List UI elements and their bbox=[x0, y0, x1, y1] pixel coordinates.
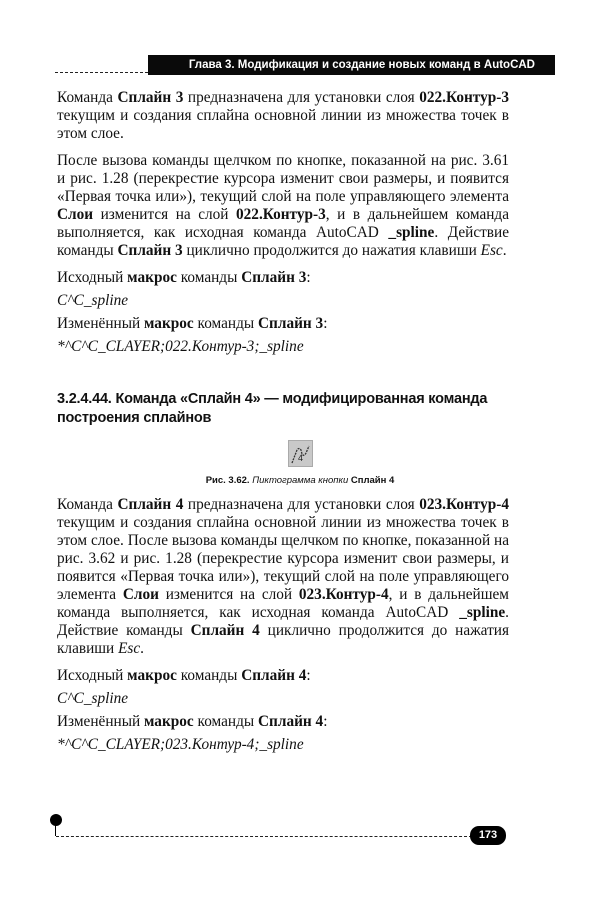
page-number: 173 bbox=[470, 826, 506, 845]
bold-text: _spline bbox=[459, 604, 506, 621]
caption-number: Рис. 3.62. bbox=[205, 475, 250, 486]
bold-text: макрос bbox=[143, 713, 194, 730]
text-run: предназначена для установки слоя bbox=[183, 89, 420, 106]
footer-divider bbox=[56, 836, 472, 837]
macro-code: *^C^C_CLAYER;022.Контур-3;_spline bbox=[57, 338, 304, 355]
chapter-title: Глава 3. Модификация и создание новых команд в AutoCAD bbox=[188, 59, 535, 71]
chapter-header bbox=[148, 55, 555, 75]
text-column bbox=[57, 89, 509, 754]
text-run: Команда bbox=[57, 89, 118, 106]
macro-label bbox=[57, 269, 509, 287]
text-run: . bbox=[502, 242, 507, 259]
bold-text: Сплайн 3 bbox=[258, 315, 324, 332]
macro-code: C^C_spline bbox=[57, 292, 129, 309]
text-run: команды bbox=[176, 667, 242, 684]
text-run: Изменённый bbox=[57, 713, 144, 730]
bold-text: Сплайн 4 bbox=[258, 713, 324, 730]
bold-text: Сплайн 3 bbox=[117, 242, 183, 259]
caption-text: Пиктограмма кнопки bbox=[249, 475, 351, 486]
paragraph bbox=[57, 152, 509, 260]
bold-text: Слои bbox=[122, 586, 159, 603]
macro-label bbox=[57, 713, 509, 731]
text-run: . Действие команды bbox=[57, 224, 509, 259]
bold-text: 022.Контур-3 bbox=[419, 89, 509, 106]
text-run: текущим и создания сплайна основной линии из множества точек в этом слое. bbox=[57, 107, 509, 142]
bold-text: Сплайн 4 bbox=[190, 622, 260, 639]
footer-bullet bbox=[50, 814, 62, 826]
bold-text: _spline bbox=[388, 224, 435, 241]
paragraph bbox=[57, 496, 509, 658]
text-run: , и в дальнейшем команда выполняется, как исходная команда AutoCAD bbox=[57, 206, 509, 241]
italic-text: Esc bbox=[480, 242, 503, 259]
header-row bbox=[0, 55, 600, 75]
text-run: текущим и создания сплайна основной линии из множества точек в этом слое. После вызова команды щелчком по кнопке, показанной на рис. 3.62 и рис. 1.28 (перекрестие курсора изменит свои размеры, и появится «Первая точка или»), текущий слой на поле управляющего элемента bbox=[57, 514, 509, 603]
bold-text: 022.Контур-3 bbox=[236, 206, 326, 223]
macro-code: *^C^C_CLAYER;023.Контур-4;_spline bbox=[57, 736, 304, 753]
text-run: . Действие команды bbox=[57, 604, 509, 639]
figure bbox=[0, 440, 543, 487]
text-run: команды bbox=[193, 315, 258, 332]
macro-code: C^C_spline bbox=[57, 690, 129, 707]
bold-text: макрос bbox=[127, 269, 177, 286]
text-run: изменится на слой bbox=[158, 586, 299, 603]
bold-text: Слои bbox=[57, 206, 94, 223]
bold-text: макрос bbox=[127, 667, 177, 684]
text-run: циклично продолжится до нажатия клавиши bbox=[57, 622, 509, 657]
section-heading: 3.2.4.44. Команда «Сплайн 4» — модифицированная команда построения сплайнов bbox=[57, 391, 488, 426]
text-run: Команда bbox=[57, 496, 118, 513]
caption-bold: Сплайн 4 bbox=[350, 475, 395, 486]
bold-text: Сплайн 3 bbox=[117, 89, 184, 106]
text-run: предназначена для установки слоя bbox=[183, 496, 420, 513]
macro-label bbox=[57, 315, 509, 333]
text-run: циклично продолжится до нажатия клавиши bbox=[182, 242, 481, 259]
text-run: : bbox=[306, 667, 311, 684]
text-run: После вызова команды щелчком по кнопке, показанной на рис. 3.61 и рис. 1.28 (перекрестие курсора изменит свои размеры, и появится «Первая точка или»), текущий слой на поле управляющего элемента bbox=[57, 152, 509, 205]
bold-text: Сплайн 4 bbox=[241, 667, 307, 684]
bold-text: Сплайн 3 bbox=[241, 269, 307, 286]
text-run: Исходный bbox=[57, 667, 128, 684]
bold-text: 023.Контур-4 bbox=[298, 586, 389, 603]
text-run: . bbox=[140, 640, 144, 657]
text-run: Исходный bbox=[57, 269, 128, 286]
footer-bullet-stem bbox=[55, 825, 56, 836]
text-run: команды bbox=[193, 713, 258, 730]
bold-text: макрос bbox=[143, 315, 194, 332]
bold-text: Сплайн 4 bbox=[117, 496, 184, 513]
icon-label: 4 bbox=[297, 453, 303, 463]
page-footer bbox=[0, 814, 600, 848]
text-run: , и в дальнейшем команда выполняется, как исходная команда AutoCAD bbox=[57, 586, 509, 621]
text-run: Изменённый bbox=[57, 315, 144, 332]
macro-label bbox=[57, 667, 509, 685]
text-run: : bbox=[323, 315, 328, 332]
header-divider bbox=[55, 72, 148, 73]
paragraph bbox=[57, 89, 509, 143]
spline-4-icon bbox=[288, 440, 313, 467]
figure-caption bbox=[57, 475, 543, 487]
bold-text: 023.Контур-4 bbox=[419, 496, 509, 513]
text-run: изменится на слой bbox=[93, 206, 236, 223]
text-run: : bbox=[323, 713, 328, 730]
italic-text: Esc bbox=[118, 640, 141, 657]
text-run: команды bbox=[176, 269, 242, 286]
text-run: : bbox=[306, 269, 311, 286]
